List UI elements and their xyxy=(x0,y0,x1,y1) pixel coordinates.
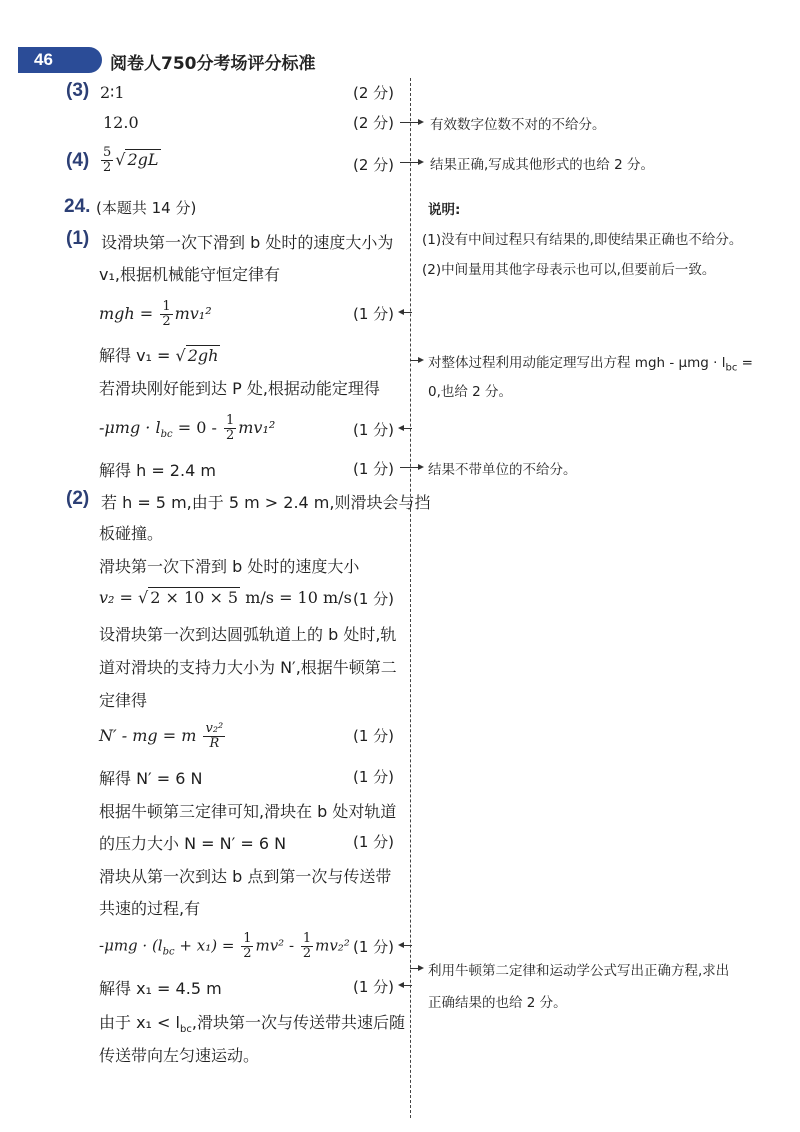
q3-value-note: 有效数字位数不对的不给分。 xyxy=(430,117,606,133)
p2-eq3: $-\mu mg \cdot (l_{bc} + x_1)$ = $\frac{1}{2}$ mv² - $\frac{1}{2}$ mv₂² xyxy=(99,931,350,961)
p2-solve2-points: (1 分) xyxy=(353,978,395,996)
p2-line1: 若 h = 5 m,由于 5 m > 2.4 m,则滑块会与挡 xyxy=(101,493,431,512)
p1-solve2: 解得 h = 2.4 m xyxy=(99,461,216,480)
p2-note-newton-cont: 正确结果的也给 2 分。 xyxy=(428,995,567,1011)
page-number-tab xyxy=(18,47,102,73)
p1-note-energy: 对整体过程利用动能定理写出方程 mgh - $\mu mg \cdot l_{bc}$ = xyxy=(428,355,753,374)
arrow-left xyxy=(400,945,412,946)
q4-expression: $\frac{5}{2}$ √ 2gL xyxy=(103,145,159,175)
p1-label: (1) xyxy=(66,228,90,249)
p2-line3: 滑块第一次下滑到 b 处时的速度大小 xyxy=(99,557,360,576)
p2-note-newton: 利用牛顿第二定律和运动学公式写出正确方程,求出 xyxy=(428,963,730,979)
p2-line6: 定律得 xyxy=(99,691,148,710)
p2-line10: 共速的过程,有 xyxy=(99,899,201,918)
q3-ratio: 2∶1 xyxy=(100,83,125,102)
p2-line11: 由于 $x_1 < l_{bc}$,滑块第一次与传送带共速后随 xyxy=(99,1013,405,1036)
q4-label: (4) xyxy=(66,150,90,171)
p1-solve1: 解得 v₁ = √ 2gh xyxy=(99,346,219,365)
p1-solve2-points: (1 分) xyxy=(353,460,395,478)
p2-solve1-points: (1 分) xyxy=(353,768,395,786)
p2-line7: 根据牛顿第三定律可知,滑块在 b 处对轨道 xyxy=(99,802,397,821)
q24-heading: (本题共 14 分) xyxy=(96,199,197,217)
arrow-left xyxy=(400,428,412,429)
page-header xyxy=(0,44,520,76)
p2-line8: 的压力大小 N = N′ = 6 N xyxy=(99,834,287,853)
p1-line2: v₁,根据机械能守恒定律有 xyxy=(99,265,280,284)
q3-label: (3) xyxy=(66,80,90,101)
p2-line4: 设滑块第一次到达圆弧轨道上的 b 处时,轨 xyxy=(99,625,397,644)
p2-eq1-points: (1 分) xyxy=(353,590,395,608)
explain-title: 说明: xyxy=(428,202,461,218)
p1-eq2: $-\mu mg \cdot l_{bc} = 0$ - $\frac{1}{2}$ mv₁² xyxy=(99,413,276,443)
q4-note: 结果正确,写成其他形式的也给 2 分。 xyxy=(430,157,654,173)
q3-value: 12.0 xyxy=(103,113,139,132)
p1-note-unit: 结果不带单位的不给分。 xyxy=(428,462,577,478)
arrow-right xyxy=(410,360,422,361)
q3-ratio-points: (2 分) xyxy=(353,84,395,102)
p1-eq2-points: (1 分) xyxy=(353,421,395,439)
arrow-right xyxy=(400,467,422,468)
p2-eq3-points: (1 分) xyxy=(353,938,395,956)
arrow-right xyxy=(410,968,422,969)
p2-solve1: 解得 N′ = 6 N xyxy=(99,769,203,788)
q24-number: 24. xyxy=(64,196,91,217)
explain-item-1: (1)没有中间过程只有结果的,即使结果正确也不给分。 xyxy=(422,232,743,248)
q3-value-points: (2 分) xyxy=(353,114,395,132)
p2-label: (2) xyxy=(66,488,90,509)
p1-eq1: mgh = $\frac{1}{2}$ mv₁² xyxy=(99,299,212,329)
p1-line1: 设滑块第一次下滑到 b 处时的速度大小为 xyxy=(101,233,394,252)
q4-points: (2 分) xyxy=(353,156,395,174)
arrow-right xyxy=(400,122,422,123)
explain-item-2: (2)中间量用其他字母表示也可以,但要前后一致。 xyxy=(422,262,716,278)
p2-eq2-points: (1 分) xyxy=(353,727,395,745)
p2-eq1: v₂ = √ 2 × 10 × 5 m/s = 10 m/s xyxy=(99,588,352,607)
p2-line5: 道对滑块的支持力大小为 N′,根据牛顿第二 xyxy=(99,658,397,677)
page-number: 46 xyxy=(34,50,53,69)
p2-eq2: N′ - mg = m $\frac{\text{v₂²}}{R}$ xyxy=(99,721,224,751)
header-title: 阅卷人750分考场评分标准 xyxy=(110,54,316,74)
arrow-left xyxy=(400,985,412,986)
arrow-left xyxy=(400,312,412,313)
p2-line2: 板碰撞。 xyxy=(99,524,164,543)
p2-line9: 滑块从第一次到达 b 点到第一次与传送带 xyxy=(99,867,392,886)
p1-eq1-points: (1 分) xyxy=(353,305,395,323)
p1-note-energy-cont: 0,也给 2 分。 xyxy=(428,384,513,400)
p2-solve2: 解得 x₁ = 4.5 m xyxy=(99,979,222,998)
p2-line12: 传送带向左匀速运动。 xyxy=(99,1046,260,1065)
p2-line8-points: (1 分) xyxy=(353,833,395,851)
column-divider xyxy=(410,78,411,1118)
p1-line3: 若滑块刚好能到达 P 处,根据动能定理得 xyxy=(99,379,380,398)
arrow-right xyxy=(400,162,422,163)
